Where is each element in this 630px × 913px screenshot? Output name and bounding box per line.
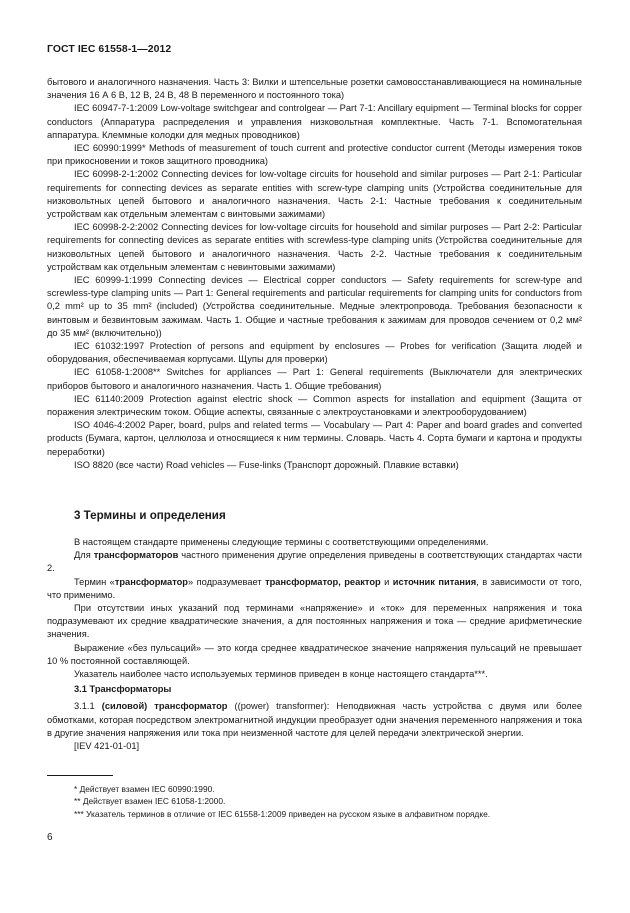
footnote-divider xyxy=(47,775,113,776)
reference-entry: IEC 61058-1:2008** Switches for appliances — Part 1: General requirements (Выключатели для электрических приборов бытового и аналогичного назначения. Часть 1. Общие требования) xyxy=(47,367,582,391)
reference-entry: IEC 60999-1:1999 Connecting devices — Electrical copper conductors — Safety requirements for screw-type and screwless-type clamping units — Part 1: General requirements and particular requirements for clamping units for conductors from 0,2 mm² up to 35 mm² (included) (Устройства соединительные. Медные электропровода. Требования безопасности к винтовым и безвинтовым зажимам. Часть 1. Общие и частные требования к зажимам для проводов сечением от 0,2 мм² до 35 мм² (включительно)) xyxy=(47,275,582,338)
document-header: ГОСТ IEC 61558-1—2012 xyxy=(47,44,172,55)
footnotes xyxy=(47,783,582,820)
definition-paragraph: 3.1.1 (силовой) трансформатор ((power) transformer): Неподвижная часть устройства с двумя или более обмотками, которая посредством электромагнитной индукции преобразует одни значения переменного напряжения и тока в другие значения напряжения или тока при неизменной частоте для целей передачи электрической энергии. xyxy=(47,701,583,738)
section-body xyxy=(47,536,582,753)
paragraph: Выражение «без пульсаций» — это когда среднее квадратическое значение напряжения пульсаций не превышает 10 % постоянной составляющей. xyxy=(47,642,582,666)
footnote: *** Указатель терминов в отличие от IEC 61558-1:2009 приведен на русском языке в алфавитном порядке. xyxy=(74,808,491,819)
section-title: 3 Термины и определения xyxy=(74,509,226,522)
reference-entry: IEC 61140:2009 Protection against electric shock — Common aspects for installation and equipment (Защита от поражения электрическим током. Общие аспекты, связанные с электроустановками и электрооборудованием) xyxy=(47,393,582,418)
reference-entry: ISO 4046-4:2002 Paper, board, pulps and related terms — Vocabulary — Part 4: Paper and board grades and converted products (Бумага, картон, целлюлоза и относящиеся к ним термины. Словарь. Часть 4. Сорта бумаги и картона и продукты переработки) xyxy=(47,420,582,457)
reference-entry: IEC 60998-2-1:2002 Connecting devices for low-voltage circuits for household and similar purposes — Part 2-1: Particular requirements for connecting devices as separate entities with screw-type clamping units (Устройства соединительные для низковольтных цепей бытового и аналогичного назначения. Часть 2-1: Частные требования к соединительным устройствам как отдельным элементам с винтовыми зажимами) xyxy=(47,169,582,220)
paragraph: Термин «трансформатор» подразумевает трансформатор, реактор и источник питания, в зависимости от того, что применимо. xyxy=(47,576,582,600)
reference-entry: IEC 60998-2-2:2002 Connecting devices for low-voltage circuits for household and similar purposes — Part 2-2: Particular requirements for connecting devices as separate entities with screwless-type clamping units (Устройства соединительные для низковольтных цепей бытового и аналогичного назначения. Часть 2-2. Частные требования к соединительным устройствам как отдельным элементам с невинтовыми зажимами) xyxy=(47,222,582,272)
reference-entry: IEC 61032:1997 Protection of persons and equipment by enclosures — Probes for verification (Защита людей и оборудования, обеспечиваемая корпусами. Щупы для проверки) xyxy=(47,341,582,365)
reference-entry: IEC 60947-7-1:2009 Low-voltage switchgear and controlgear — Part 7-1: Ancillary equipment — Terminal blocks for copper conductors (Аппаратура распределения и управления низковольтная комплектные. Часть 7-1. Вспомогательная аппаратура. Клеммные колодки для медных проводников) xyxy=(47,103,582,140)
definition-source: [IEV 421-01-01] xyxy=(74,741,140,752)
reference-entry: IEC 60990:1999* Methods of measurement of touch current and protective conductor current (Методы измерения токов при прикосновении и токов защитного проводника) xyxy=(47,143,582,167)
paragraph: Указатель наиболее часто используемых терминов приведен в конце настоящего стандарта***. xyxy=(74,669,488,680)
page-number: 6 xyxy=(47,832,53,843)
paragraph: В настоящем стандарте применены следующие термины с соответствующими определениями. xyxy=(74,537,489,547)
footnote: * Действует взамен IEC 60990:1990. xyxy=(74,784,215,794)
subsection-title: 3.1 Трансформаторы xyxy=(74,684,172,695)
paragraph: Для трансформаторов частного применения другие определения приведены в соответствующих стандартах части 2. xyxy=(47,550,582,574)
reference-entry: ISO 8820 (все части) Road vehicles — Fuse-links (Транспорт дорожный. Плавкие вставки) xyxy=(74,459,459,470)
reference-entry: бытового и аналогичного назначения. Часть 3: Вилки и штепсельные розетки самовосстанавливающиеся на номинальные значения 16 А 6 В, 12 В, 24 В, 48 В переменного и постоянного тока) xyxy=(47,77,582,101)
footnote: ** Действует взамен IEC 61058-1:2000. xyxy=(74,796,226,807)
paragraph: При отсутствии иных указаний под терминами «напряжение» и «ток» для переменных напряжения и тока подразумевают их средние квадратические значения, а для постоянных напряжения и тока — средние арифметические значения. xyxy=(47,603,582,640)
normative-references-list xyxy=(47,76,582,472)
